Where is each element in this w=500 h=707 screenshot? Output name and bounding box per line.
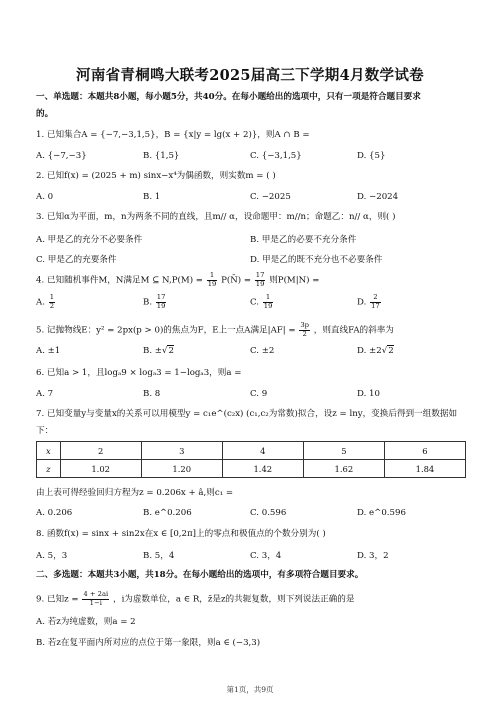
q7-option-b: B. e^0.206 — [143, 508, 192, 518]
q6-option-d: D. 10 — [357, 389, 380, 399]
q7-regression: 由上表可得经验回归方程为z = 0.206x + â,则c₁ = — [36, 488, 234, 498]
q8-option-b: B. 5，4 — [143, 551, 175, 561]
table-cell: 6 — [384, 442, 465, 460]
q9-stem-part-b: ，i为虚数单位，a ∈ R，z̄是z的共轭复数，则下列说法正确的是 — [112, 594, 355, 605]
q9-option-b: B. 若z在复平面内所对应的点位于第一象限，则a ∈ (−3,3) — [36, 638, 261, 648]
table-cell: 1.02 — [60, 460, 141, 478]
table-cell: 3 — [141, 442, 222, 460]
q3-stem: 3. 已知α为平面，m，n为两条不同的直线，且m// α，设命题甲：m//n；命题乙：n// α，则( ) — [36, 212, 396, 222]
q1-option-d: D. {5} — [357, 151, 386, 161]
q5-option-c: C. ±2 — [250, 346, 275, 356]
page-title: 河南省青桐鸣大联考2025届高三下学期4月数学试卷 — [76, 67, 424, 84]
q2-stem: 2. 已知f(x) = (2025 + m) sinx−x⁴为偶函数，则实数m = ( ) — [36, 171, 276, 181]
q7-option-d: D. e^0.596 — [357, 508, 406, 518]
q1-option-b: B. {1,5} — [143, 151, 180, 161]
q9-stem — [36, 591, 354, 607]
q9-option-a: A. 若z为纯虚数，则a = 2 — [36, 617, 136, 627]
q8-option-c: C. 3，4 — [250, 551, 282, 561]
q4-fraction-pm: $\frac{1}{19}$ — [207, 271, 217, 288]
q3-option-b: B. 甲是乙的必要不充分条件 — [250, 235, 357, 245]
q6-stem: 6. 已知a > 1，且logₐ9 × logₐ3 = 1−logₐ3，则a = — [36, 368, 242, 378]
q7-option-c: C. 0.596 — [250, 508, 287, 518]
q4-option-b: B. $\frac{17}{19}$ — [143, 293, 166, 310]
table-cell: 1.42 — [222, 460, 303, 478]
q5-stem-part-a: 5. 记抛物线E：y² = 2px(p > 0)的焦点为F，E上一点A满足|AF| = — [36, 325, 296, 336]
q8-stem: 8. 函数f(x) = sinx + sin2x在x ∈ [0,2π]上的零点和极值点的个数分别为( ) — [36, 529, 326, 539]
q4-stem-part-a: 4. 已知随机事件M，N满足M ⊆ N,P(M) = — [36, 275, 203, 286]
q5-stem-part-b: ，则直线FA的斜率为 — [313, 325, 394, 336]
q2-option-a: A. 0 — [36, 192, 54, 202]
table-cell: 1.20 — [141, 460, 222, 478]
q4-option-d: D. $\frac{2}{17}$ — [357, 293, 380, 310]
q7-option-a: A. 0.206 — [36, 508, 73, 518]
q6-option-a: A. 7 — [36, 389, 54, 399]
q4-stem-part-b: P(N̄) = — [221, 275, 252, 286]
table-row — [37, 442, 466, 460]
section1-header-cont: 的。 — [36, 109, 54, 119]
q7-stem: 7. 已知变量y与变量x的关系可以用模型y = c₁e^(c₂x) (c₁,c₂为常数)拟合，设z = lny，变换后得到一组数据如 — [36, 409, 458, 419]
q2-option-b: B. 1 — [143, 192, 161, 202]
q6-option-c: C. 9 — [250, 389, 268, 399]
q1-option-a: A. {−7,−3} — [36, 151, 87, 161]
page-footer: 第1页，共9页 — [226, 685, 274, 694]
section1-header: 一、单选题：本题共8小题，每小题5分，共40分。在每小题给出的选项中，只有一项是符合题目要求 — [36, 92, 421, 102]
table-row — [37, 460, 466, 478]
q5-option-a: A. ±1 — [36, 346, 61, 356]
q6-option-b: B. 8 — [143, 389, 161, 399]
q4-option-c: C. $\frac{1}{19}$ — [250, 293, 273, 310]
table-cell: 1.62 — [303, 460, 384, 478]
q9-fraction: $\frac{4 + 2ai}{1-i}$ — [83, 590, 109, 607]
q8-option-a: A. 5，3 — [36, 551, 68, 561]
q5-option-d: D. ±2√2 — [357, 346, 394, 356]
table-cell: 2 — [60, 442, 141, 460]
q3-option-c: C. 甲是乙的充要条件 — [36, 255, 117, 265]
table-cell: 1.84 — [384, 460, 465, 478]
q8-option-d: D. 3，2 — [357, 551, 389, 561]
q2-option-d: D. −2024 — [357, 192, 399, 202]
q1-stem: 1. 已知集合A = {−7,−3,1,5}，B = {x|y = lg(x + 2)}，则A ∩ B = — [36, 130, 310, 140]
table-cell: x — [37, 442, 61, 460]
q7-data-table — [36, 441, 466, 478]
q7-stem-cont: 下： — [36, 426, 54, 436]
q5-stem — [36, 322, 394, 338]
q4-fraction-pn: $\frac{17}{19}$ — [255, 271, 265, 288]
q3-option-d: D. 甲是乙的既不充分也不必要条件 — [250, 255, 383, 265]
q5-option-b: B. ±√2 — [143, 346, 174, 356]
q4-stem — [36, 272, 319, 288]
q9-stem-part-a: 9. 已知z = — [36, 594, 79, 605]
table-cell: 5 — [303, 442, 384, 460]
section2-header: 二、多选题：本题共3小题，共18分。在每小题给出的选项中，有多项符合题目要求。 — [36, 570, 364, 580]
q3-option-a: A. 甲是乙的充分不必要条件 — [36, 235, 143, 245]
table-cell: z — [37, 460, 61, 478]
q4-option-a: A. $\frac{1}{2}$ — [36, 293, 55, 310]
q5-fraction: $\frac{3p}{2}$ — [300, 321, 309, 338]
table-cell: 4 — [222, 442, 303, 460]
q4-stem-part-c: 则P(M|N) = — [269, 275, 320, 286]
q1-option-c: C. {−3,1,5} — [250, 151, 302, 161]
q2-option-c: C. −2025 — [250, 192, 291, 202]
